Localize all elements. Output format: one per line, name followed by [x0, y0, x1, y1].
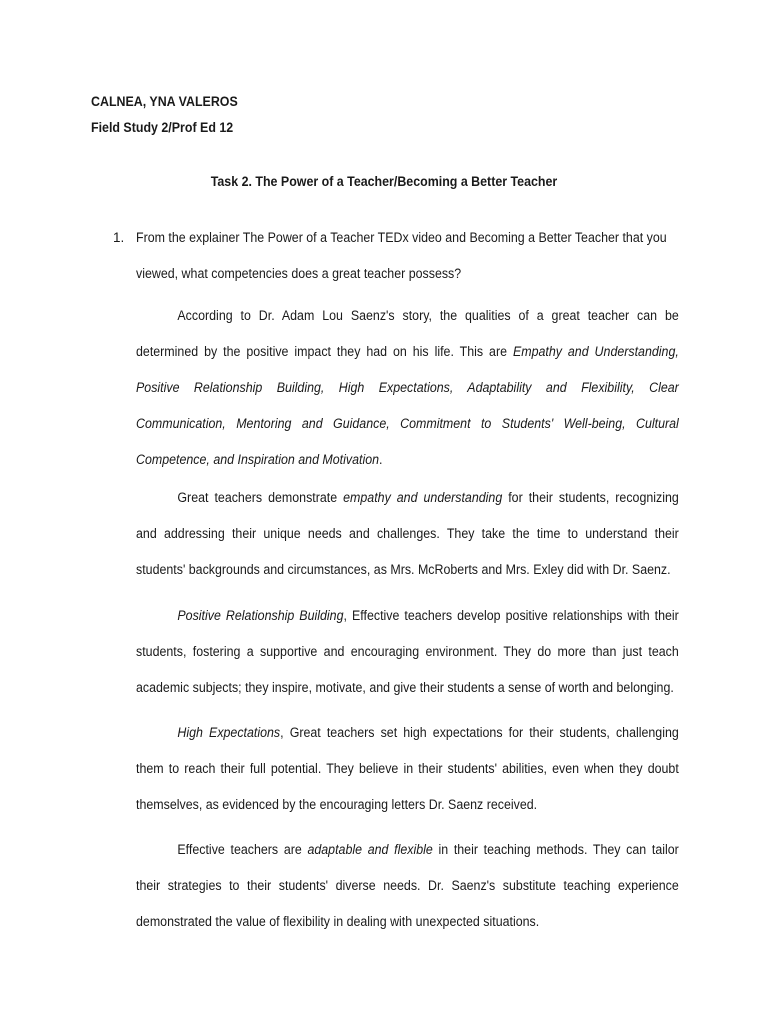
question-text: From the explainer The Power of a Teacher TEDx video and Becoming a Better Teacher that you viewed, what competencies does a great teacher possess?: [136, 230, 667, 281]
paragraph-emphasis: adaptable and flexible: [307, 842, 433, 857]
paragraph-text: for their students, recognizing and addressing their unique needs and challenges. They take the time to understand their students' backgrounds and circumstances, as Mrs. McRoberts and Mrs. Exley did with Dr. Saenz.: [136, 490, 679, 577]
answer-paragraph: [136, 298, 679, 478]
paragraph-text: , Effective teachers develop positive relationships with their students, fostering a supportive and encouraging environment. They do more than just teach academic subjects; they inspire, motivate, and give their students a sense of worth and belonging.: [136, 608, 679, 695]
answer-paragraph: [136, 715, 679, 823]
paragraph-emphasis: Empathy and Understanding, Positive Relationship Building, High Expectations, Adaptability and Flexibility, Clear Communication, Mentoring and Guidance, Commitment to Students' Well-being, Cultural Competence, and Inspiration and Motivation: [136, 344, 679, 467]
paragraph-text: According to Dr. Adam Lou Saenz's story, the qualities of a great teacher can be determined by the positive impact they had on his life. This are: [136, 308, 679, 359]
paragraph-emphasis: empathy and understanding: [343, 490, 503, 505]
answer-paragraph: [136, 480, 679, 588]
question-item: [113, 220, 683, 292]
answer-paragraph: [136, 832, 679, 940]
question-number: 1.: [113, 230, 125, 245]
answer-paragraph: [136, 598, 679, 706]
paragraph-emphasis: High Expectations: [177, 725, 281, 740]
paragraph-text: Effective teachers are: [177, 842, 308, 857]
paragraph-text: .: [379, 452, 383, 467]
paragraph-text: Great teachers demonstrate: [177, 490, 344, 505]
paragraph-text: , Great teachers set high expectations for their students, challenging them to reach their full potential. They believe in their students' abilities, even when they doubt themselves, as evidenced by the encouraging letters Dr. Saenz received.: [136, 725, 679, 812]
paragraph-text: in their teaching methods. They can tailor their strategies to their students' diverse needs. Dr. Saenz's substitute teaching experience demonstrated the value of flexibility in dealing with unexpected situations.: [136, 842, 679, 929]
author-name: CALNEA, YNA VALEROS: [91, 94, 238, 109]
course-title: Field Study 2/Prof Ed 12: [91, 120, 234, 135]
task-title: Task 2. The Power of a Teacher/Becoming a Better Teacher: [210, 174, 558, 189]
paragraph-emphasis: Positive Relationship Building: [177, 608, 344, 623]
